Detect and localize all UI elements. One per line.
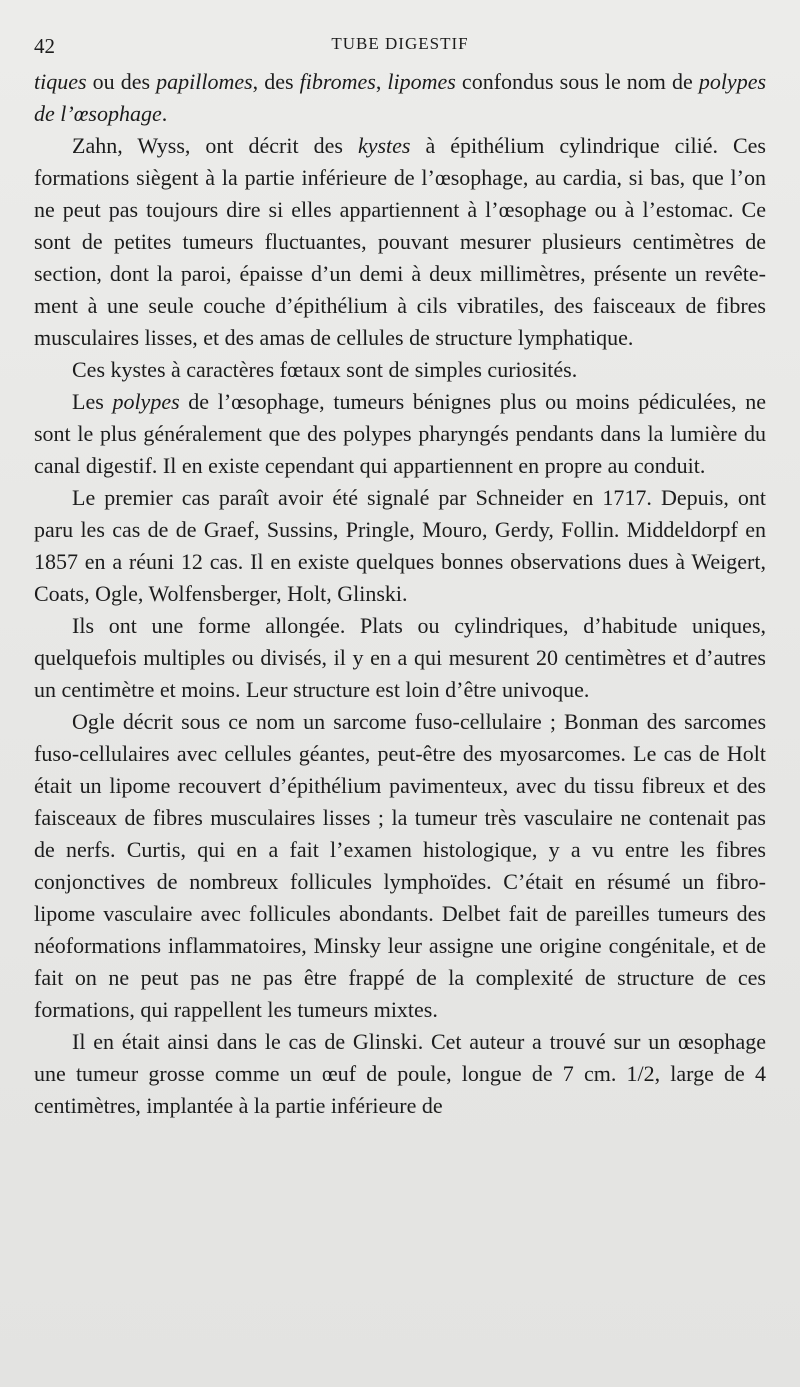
paragraph	[34, 66, 766, 130]
text-run: ,	[375, 69, 388, 94]
body-text	[34, 66, 766, 1122]
text-run: ou des	[86, 69, 157, 94]
text-run: Ils ont une forme allongée. Plats ou cylindriques, d’habitude uniques, quelquefois multiples ou divisés, il y en a qui mesurent 20 centimètres et d’autres un centimètre et moins. Leur structure est loin d’être univoque.	[34, 613, 766, 702]
text-run: à épithélium cylindrique cilié. Ces formations siègent à la partie inférieure de l’œsophage, au cardia, si bas, que l’on ne peut pas toujours dire si elles appartiennent à l’œsophage ou à l’estomac. Ce sont de petites tumeurs fluctuantes, pouvant mesurer plusieurs centimètres de section, dont la paroi, épaisse d’un demi à deux millimètres, présente un revêtement à une seule couche d’épithélium à cils vibratiles, des faisceaux de fibres musculaires lisses, et des amas de cellules de structure lymphatique.	[34, 133, 766, 350]
paragraph	[34, 1026, 766, 1122]
text-run: Le premier cas paraît avoir été signalé par Schneider en 1717. Depuis, ont paru les cas de de Graef, Sussins, Pringle, Mouro, Gerdy, Follin. Middeldorpf en 1857 en a réuni 12 cas. Il en existe quelques bonnes observations dues à Weigert, Coats, Ogle, Wolfensberger, Holt, Glinski.	[34, 485, 766, 606]
text-run: confondus sous le nom de	[455, 69, 699, 94]
running-title: TUBE DIGESTIF	[331, 34, 469, 53]
text-run: Il en était ainsi dans le cas de Glinski. Cet auteur a trouvé sur un œsophage une tumeur grosse comme un œuf de poule, longue de 7 cm. 1/2, large de 4 centimètres, implantée à la partie inférieure de	[34, 1029, 766, 1118]
text-run: Zahn, Wyss, ont décrit des	[72, 133, 358, 158]
text-run: Ces kystes à caractères fœtaux sont de simples curiosités.	[72, 357, 578, 382]
text-run: , des	[252, 69, 300, 94]
paragraph	[34, 354, 766, 386]
italic-term: papillomes	[156, 69, 253, 94]
page-header	[34, 22, 766, 66]
paragraph	[34, 706, 766, 1026]
paragraph	[34, 130, 766, 354]
text-run: Les	[72, 389, 113, 414]
page-number: 42	[34, 34, 55, 58]
text-run: de l’œsophage, tumeurs bénignes plus ou moins pédiculées, ne sont le plus généralement que des polypes pharyngés pendants dans la lumière du canal digestif. Il en existe cependant qui appartiennent en propre au conduit.	[34, 389, 766, 478]
paragraph	[34, 610, 766, 706]
italic-term: kystes	[357, 133, 411, 158]
paragraph	[34, 482, 766, 610]
paragraph	[34, 386, 766, 482]
italic-term: tiques	[34, 69, 87, 94]
italic-term: polypes de l’œsophage	[34, 69, 767, 126]
italic-term: lipomes	[387, 69, 456, 94]
text-run: .	[161, 101, 168, 126]
text-run: Ogle décrit sous ce nom un sarcome fuso-cellulaire ; Bonman des sarcomes fuso-cellulaires avec cellules géantes, peut-être des myosarcomes. Le cas de Holt était un lipome recouvert d’épithélium pavimenteux, avec du tissu fibreux et des faisceaux de fibres musculaires lisses ; la tumeur très vasculaire ne contenait pas de nerfs. Curtis, qui en a fait l’examen histologique, y a vu entre les fibres conjonctives de nombreux follicules lymphoïdes. C’était en résumé un fibro-lipome vasculaire avec follicules abondants. Delbet fait de pareilles tumeurs des néoformations inflammatoires, Minsky leur assigne une origine congénitale, et de fait on ne peut pas ne pas être frappé de la complexité de structure de ces formations, qui rappellent les tumeurs mixtes.	[34, 709, 766, 1022]
italic-term: polypes	[112, 389, 180, 414]
italic-term: fibromes	[299, 69, 376, 94]
